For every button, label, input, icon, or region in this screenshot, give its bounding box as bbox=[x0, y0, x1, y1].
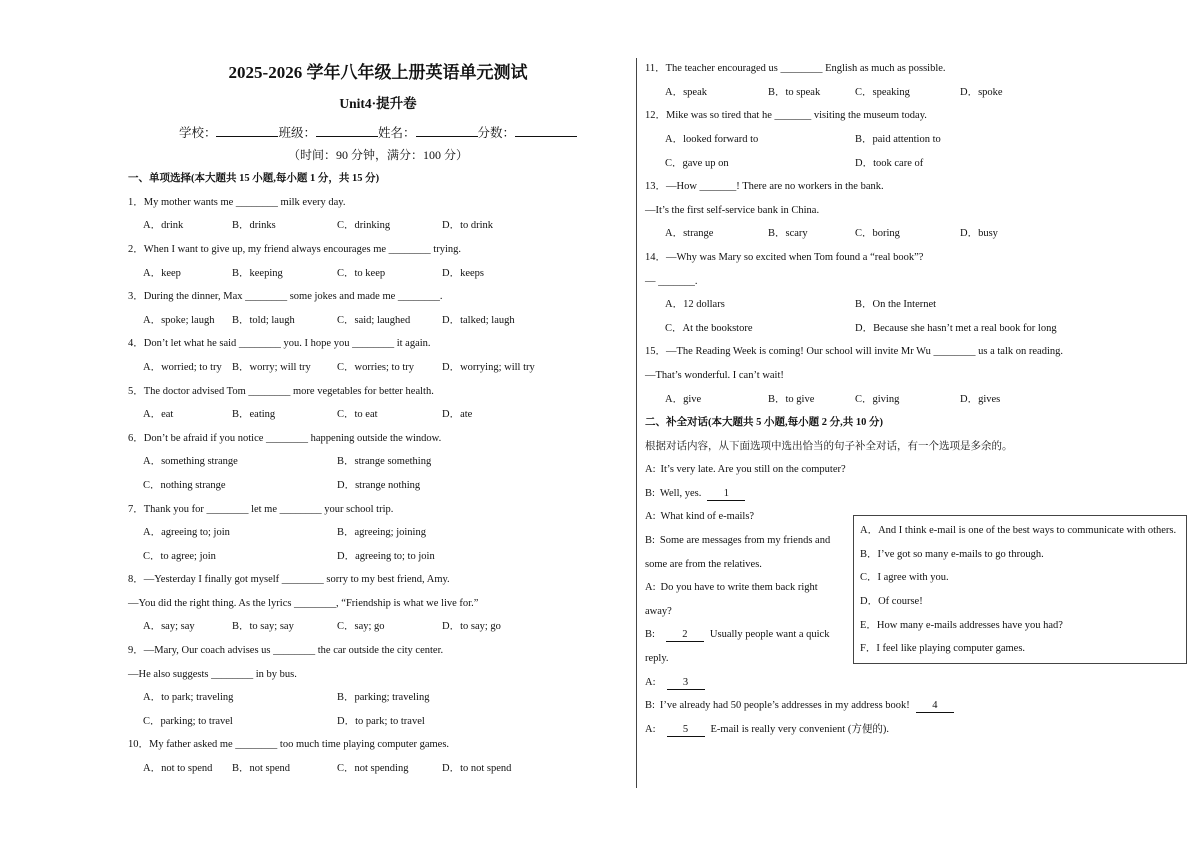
options-row bbox=[128, 214, 628, 238]
answer-blank: 1 bbox=[707, 487, 745, 501]
question-number: 10． bbox=[128, 739, 149, 751]
question-number: 15． bbox=[645, 346, 666, 358]
speaker-label: A: bbox=[645, 464, 656, 476]
choice-c: C．I agree with you. bbox=[860, 572, 949, 584]
option-c: C．nothing strange bbox=[143, 479, 226, 491]
question-text: Don’t be afraid if you notice ________ happening outside the window. bbox=[143, 432, 442, 444]
speaker-label: A: bbox=[645, 676, 656, 688]
options-row bbox=[645, 388, 1185, 412]
time-note: （时间：90 分钟，满分：100 分） bbox=[287, 148, 468, 162]
option-b: B．told; laugh bbox=[232, 314, 295, 326]
option-d: D．agreeing to; to join bbox=[337, 550, 435, 562]
options-row bbox=[645, 81, 1185, 105]
question-stem bbox=[128, 427, 628, 451]
option-c: C．At the bookstore bbox=[665, 322, 753, 334]
question-stem bbox=[645, 57, 1185, 81]
dialogue-text: What kind of e-mails? bbox=[660, 511, 755, 523]
options-row bbox=[128, 757, 628, 781]
option-a: A．12 dollars bbox=[665, 299, 725, 311]
speaker-label: B: bbox=[645, 700, 655, 712]
dialogue-line bbox=[645, 671, 1185, 695]
question-text: —That’s wonderful. I can’t wait! bbox=[645, 369, 784, 381]
question-number: 5． bbox=[128, 385, 144, 397]
options-row bbox=[128, 686, 628, 710]
option-a: A．spoke; laugh bbox=[143, 314, 215, 326]
option-c: C．giving bbox=[855, 393, 900, 405]
question-2 bbox=[128, 238, 628, 285]
option-b: B．to give bbox=[768, 393, 815, 405]
options-row bbox=[128, 521, 628, 545]
question-text: During the dinner, Max ________ some jokes and made me ________. bbox=[143, 291, 443, 303]
options-row bbox=[645, 317, 1185, 341]
info-blank-school bbox=[216, 124, 278, 137]
question-14 bbox=[645, 246, 1185, 340]
question-text: —The Reading Week is coming! Our school will invite Mr Wu ________ us a talk on reading. bbox=[666, 346, 1063, 358]
question-number: 8． bbox=[128, 574, 144, 586]
option-b: B．drinks bbox=[232, 220, 276, 232]
option-b: B．parking; traveling bbox=[337, 692, 430, 704]
question-15 bbox=[645, 340, 1185, 411]
question-7 bbox=[128, 498, 628, 569]
answer-blank: 5 bbox=[667, 723, 705, 737]
option-a: A．eat bbox=[143, 409, 174, 421]
question-list-left bbox=[128, 191, 628, 781]
option-a: A．agreeing to; join bbox=[143, 527, 230, 539]
option-d: D．took care of bbox=[855, 157, 924, 169]
choice-f: F．I feel like playing computer games. bbox=[860, 643, 1026, 655]
option-c: C．boring bbox=[855, 228, 900, 240]
option-a: A．strange bbox=[665, 228, 714, 240]
page-title: 2025-2026 学年八年级上册英语单元测试 bbox=[228, 63, 528, 82]
option-a: A．give bbox=[665, 393, 702, 405]
dialogue-line bbox=[645, 576, 839, 623]
dialogue-line bbox=[645, 458, 1185, 482]
question-text: My father asked me ________ too much time playing computer games. bbox=[149, 739, 450, 751]
option-b: B．strange something bbox=[337, 456, 432, 468]
answer-blank: 3 bbox=[667, 676, 705, 690]
dialogue-text: It’s very late. Are you still on the computer? bbox=[660, 464, 846, 476]
options-row bbox=[128, 474, 628, 498]
option-b: B．scary bbox=[768, 228, 808, 240]
question-continuation bbox=[128, 663, 628, 687]
option-a: A．looked forward to bbox=[665, 133, 759, 145]
choice-a: A．And I think e-mail is one of the best ways to communicate with others. bbox=[860, 525, 1177, 537]
question-number: 11． bbox=[645, 63, 666, 75]
question-number: 4． bbox=[128, 338, 144, 350]
left-column bbox=[128, 167, 628, 780]
dialogue-line bbox=[645, 482, 1185, 506]
option-b: B．to say; say bbox=[232, 621, 294, 633]
paper-subtitle: Unit4·提升卷 bbox=[339, 96, 417, 111]
option-a: A．worried; to try bbox=[143, 361, 222, 373]
option-d: D．worrying; will try bbox=[442, 361, 535, 373]
dialogue-line bbox=[645, 529, 839, 576]
answer-blank: 2 bbox=[666, 628, 704, 642]
question-number: 13． bbox=[645, 181, 666, 193]
info-label-school: 学校： bbox=[178, 126, 217, 140]
option-d: D．ate bbox=[442, 409, 473, 421]
options-row bbox=[128, 545, 628, 569]
option-a: A．to park; traveling bbox=[143, 692, 234, 704]
option-c: C．not spending bbox=[337, 763, 409, 775]
option-c: C．drinking bbox=[337, 220, 391, 232]
speaker-label: A: bbox=[645, 511, 656, 523]
option-c: C．gave up on bbox=[665, 157, 729, 169]
dialogue-text: E-mail is really very convenient (方便的). bbox=[710, 723, 889, 735]
option-a: A．speak bbox=[665, 86, 707, 98]
choice-b: B．I’ve got so many e-mails to go through. bbox=[860, 548, 1044, 560]
info-blank-name bbox=[416, 124, 478, 137]
speaker-label: B: bbox=[645, 629, 655, 641]
option-c: C．say; go bbox=[337, 621, 385, 633]
question-9 bbox=[128, 639, 628, 733]
dialogue-text: Some are messages from my friends and some are from the relatives. bbox=[645, 535, 831, 570]
dialogue-text: I’ve already had 50 people’s addresses in my address book! bbox=[659, 700, 910, 712]
question-6 bbox=[128, 427, 628, 498]
question-stem bbox=[128, 380, 628, 404]
info-label-name: 姓名： bbox=[378, 126, 416, 140]
option-d: D．to say; go bbox=[442, 621, 501, 633]
question-continuation bbox=[645, 199, 1185, 223]
question-text: —How _______! There are no workers in the bank. bbox=[666, 181, 884, 193]
question-4 bbox=[128, 332, 628, 379]
options-row bbox=[645, 293, 1185, 317]
option-b: B．On the Internet bbox=[855, 299, 937, 311]
option-c: C．worries; to try bbox=[337, 361, 414, 373]
question-number: 1． bbox=[128, 196, 144, 208]
option-b: B．not spend bbox=[232, 763, 291, 775]
option-a: A．say; say bbox=[143, 621, 195, 633]
question-stem bbox=[645, 340, 1185, 364]
question-number: 6． bbox=[128, 432, 144, 444]
answer-blank: 4 bbox=[916, 699, 954, 713]
question-text: —He also suggests ________ in by bus. bbox=[128, 668, 297, 680]
options-row bbox=[128, 309, 628, 333]
option-c: C．speaking bbox=[855, 86, 910, 98]
section-heading-dialogue: 二、补全对话(本大题共 5 小题,每小题 2 分,共 10 分) bbox=[645, 417, 883, 429]
question-number: 9． bbox=[128, 645, 144, 657]
question-11 bbox=[645, 57, 1185, 104]
question-number: 7． bbox=[128, 503, 144, 515]
speaker-label: B: bbox=[645, 535, 655, 547]
option-b: B．paid attention to bbox=[855, 133, 941, 145]
question-number: 2． bbox=[128, 243, 144, 255]
question-12 bbox=[645, 104, 1185, 175]
option-c: C．parking; to travel bbox=[143, 715, 233, 727]
option-d: D．to not spend bbox=[442, 763, 512, 775]
info-blank-score bbox=[515, 124, 577, 137]
dialogue-text: Well, yes. bbox=[659, 487, 702, 499]
question-text: Thank you for ________ let me ________ your school trip. bbox=[143, 503, 394, 515]
question-text: —It’s the first self-service bank in China. bbox=[645, 204, 820, 216]
question-1 bbox=[128, 191, 628, 238]
options-row bbox=[128, 450, 628, 474]
question-number: 3． bbox=[128, 291, 144, 303]
question-text: —Why was Mary so excited when Tom found a “real book”? bbox=[666, 251, 924, 263]
option-a: A．drink bbox=[143, 220, 184, 232]
question-stem bbox=[128, 639, 628, 663]
choice-d: D．Of course! bbox=[860, 595, 923, 607]
option-c: C．to agree; join bbox=[143, 550, 216, 562]
question-text: —You did the right thing. As the lyrics ________, “Friendship is what we live for.” bbox=[128, 597, 479, 609]
question-text: —Yesterday I finally got myself ________ sorry to my best friend, Amy. bbox=[143, 574, 450, 586]
question-text: When I want to give up, my friend always encourages me ________ trying. bbox=[143, 243, 462, 255]
question-text: Mike was so tired that he _______ visiting the museum today. bbox=[666, 110, 927, 122]
option-d: D．Because she hasn’t met a real book for long bbox=[855, 322, 1057, 334]
option-b: B．worry; will try bbox=[232, 361, 311, 373]
question-text: —Mary, Our coach advises us ________ the car outside the city center. bbox=[143, 645, 444, 657]
option-b: B．keeping bbox=[232, 267, 283, 279]
info-label-class: 班级： bbox=[278, 126, 316, 140]
info-label-score: 分数： bbox=[477, 126, 516, 140]
question-stem bbox=[645, 104, 1185, 128]
options-row bbox=[128, 710, 628, 734]
question-continuation bbox=[128, 592, 628, 616]
question-stem bbox=[645, 175, 1185, 199]
section-heading-multiple-choice: 一、单项选择(本大题共 15 小题,每小题 1 分，共 15 分) bbox=[128, 173, 380, 185]
question-5 bbox=[128, 380, 628, 427]
question-stem bbox=[128, 191, 628, 215]
question-text: The doctor advised Tom ________ more vegetables for better health. bbox=[143, 385, 434, 397]
question-number: 14． bbox=[645, 251, 666, 263]
option-a: A．something strange bbox=[143, 456, 238, 468]
option-a: A．keep bbox=[143, 267, 181, 279]
option-b: B．agreeing; joining bbox=[337, 527, 426, 539]
options-row bbox=[645, 222, 1185, 246]
question-3 bbox=[128, 285, 628, 332]
question-continuation bbox=[645, 270, 1185, 294]
options-row bbox=[128, 356, 628, 380]
options-row bbox=[128, 615, 628, 639]
option-d: D．strange nothing bbox=[337, 479, 421, 491]
option-d: D．gives bbox=[960, 393, 1001, 405]
options-row bbox=[645, 152, 1185, 176]
question-stem bbox=[128, 332, 628, 356]
question-13 bbox=[645, 175, 1185, 246]
question-stem bbox=[645, 246, 1185, 270]
question-stem bbox=[128, 238, 628, 262]
speaker-label: A: bbox=[645, 582, 656, 594]
speaker-label: B: bbox=[645, 487, 655, 499]
question-stem bbox=[128, 733, 628, 757]
option-b: B．eating bbox=[232, 409, 276, 421]
question-list-right bbox=[645, 57, 1185, 411]
question-text: My mother wants me ________ milk every day. bbox=[143, 196, 346, 208]
dialogue-line bbox=[645, 505, 839, 529]
options-row bbox=[128, 262, 628, 286]
option-c: C．said; laughed bbox=[337, 314, 411, 326]
question-stem bbox=[128, 285, 628, 309]
options-row bbox=[128, 403, 628, 427]
section-instruction: 根据对话内容，从下面选项中选出恰当的句子补全对话，有一个选项是多余的。 bbox=[645, 440, 1013, 452]
option-d: D．keeps bbox=[442, 267, 484, 279]
question-10 bbox=[128, 733, 628, 780]
dialogue-line bbox=[645, 718, 1185, 742]
question-stem bbox=[128, 568, 628, 592]
choice-e: E．How many e-mails addresses have you had? bbox=[860, 619, 1063, 631]
question-text: Don’t let what he said ________ you. I hope you ________ it again. bbox=[143, 338, 431, 350]
option-c: C．to keep bbox=[337, 267, 386, 279]
question-text: The teacher encouraged us ________ English as much as possible. bbox=[665, 63, 946, 75]
student-info-row bbox=[125, 124, 631, 141]
option-c: C．to eat bbox=[337, 409, 378, 421]
option-d: D．to park; to travel bbox=[337, 715, 425, 727]
question-text: — _______. bbox=[645, 275, 698, 287]
question-number: 12． bbox=[645, 110, 666, 122]
options-row bbox=[645, 128, 1185, 152]
option-a: A．not to spend bbox=[143, 763, 213, 775]
dialogue-text: Usually people want a quick reply. bbox=[645, 629, 830, 665]
option-d: D．busy bbox=[960, 228, 998, 240]
info-blank-class bbox=[316, 124, 378, 137]
choice-box bbox=[853, 515, 1187, 664]
question-continuation bbox=[645, 364, 1185, 388]
dialogue-line bbox=[645, 694, 1185, 718]
question-stem bbox=[128, 498, 628, 522]
option-b: B．to speak bbox=[768, 86, 821, 98]
question-8 bbox=[128, 568, 628, 639]
dialogue-line bbox=[645, 623, 839, 670]
option-d: D．to drink bbox=[442, 220, 494, 232]
option-d: D．talked; laugh bbox=[442, 314, 515, 326]
column-divider bbox=[636, 58, 637, 788]
dialogue-text: Do you have to write them back right away? bbox=[645, 582, 818, 617]
option-d: D．spoke bbox=[960, 86, 1003, 98]
speaker-label: A: bbox=[645, 723, 656, 735]
